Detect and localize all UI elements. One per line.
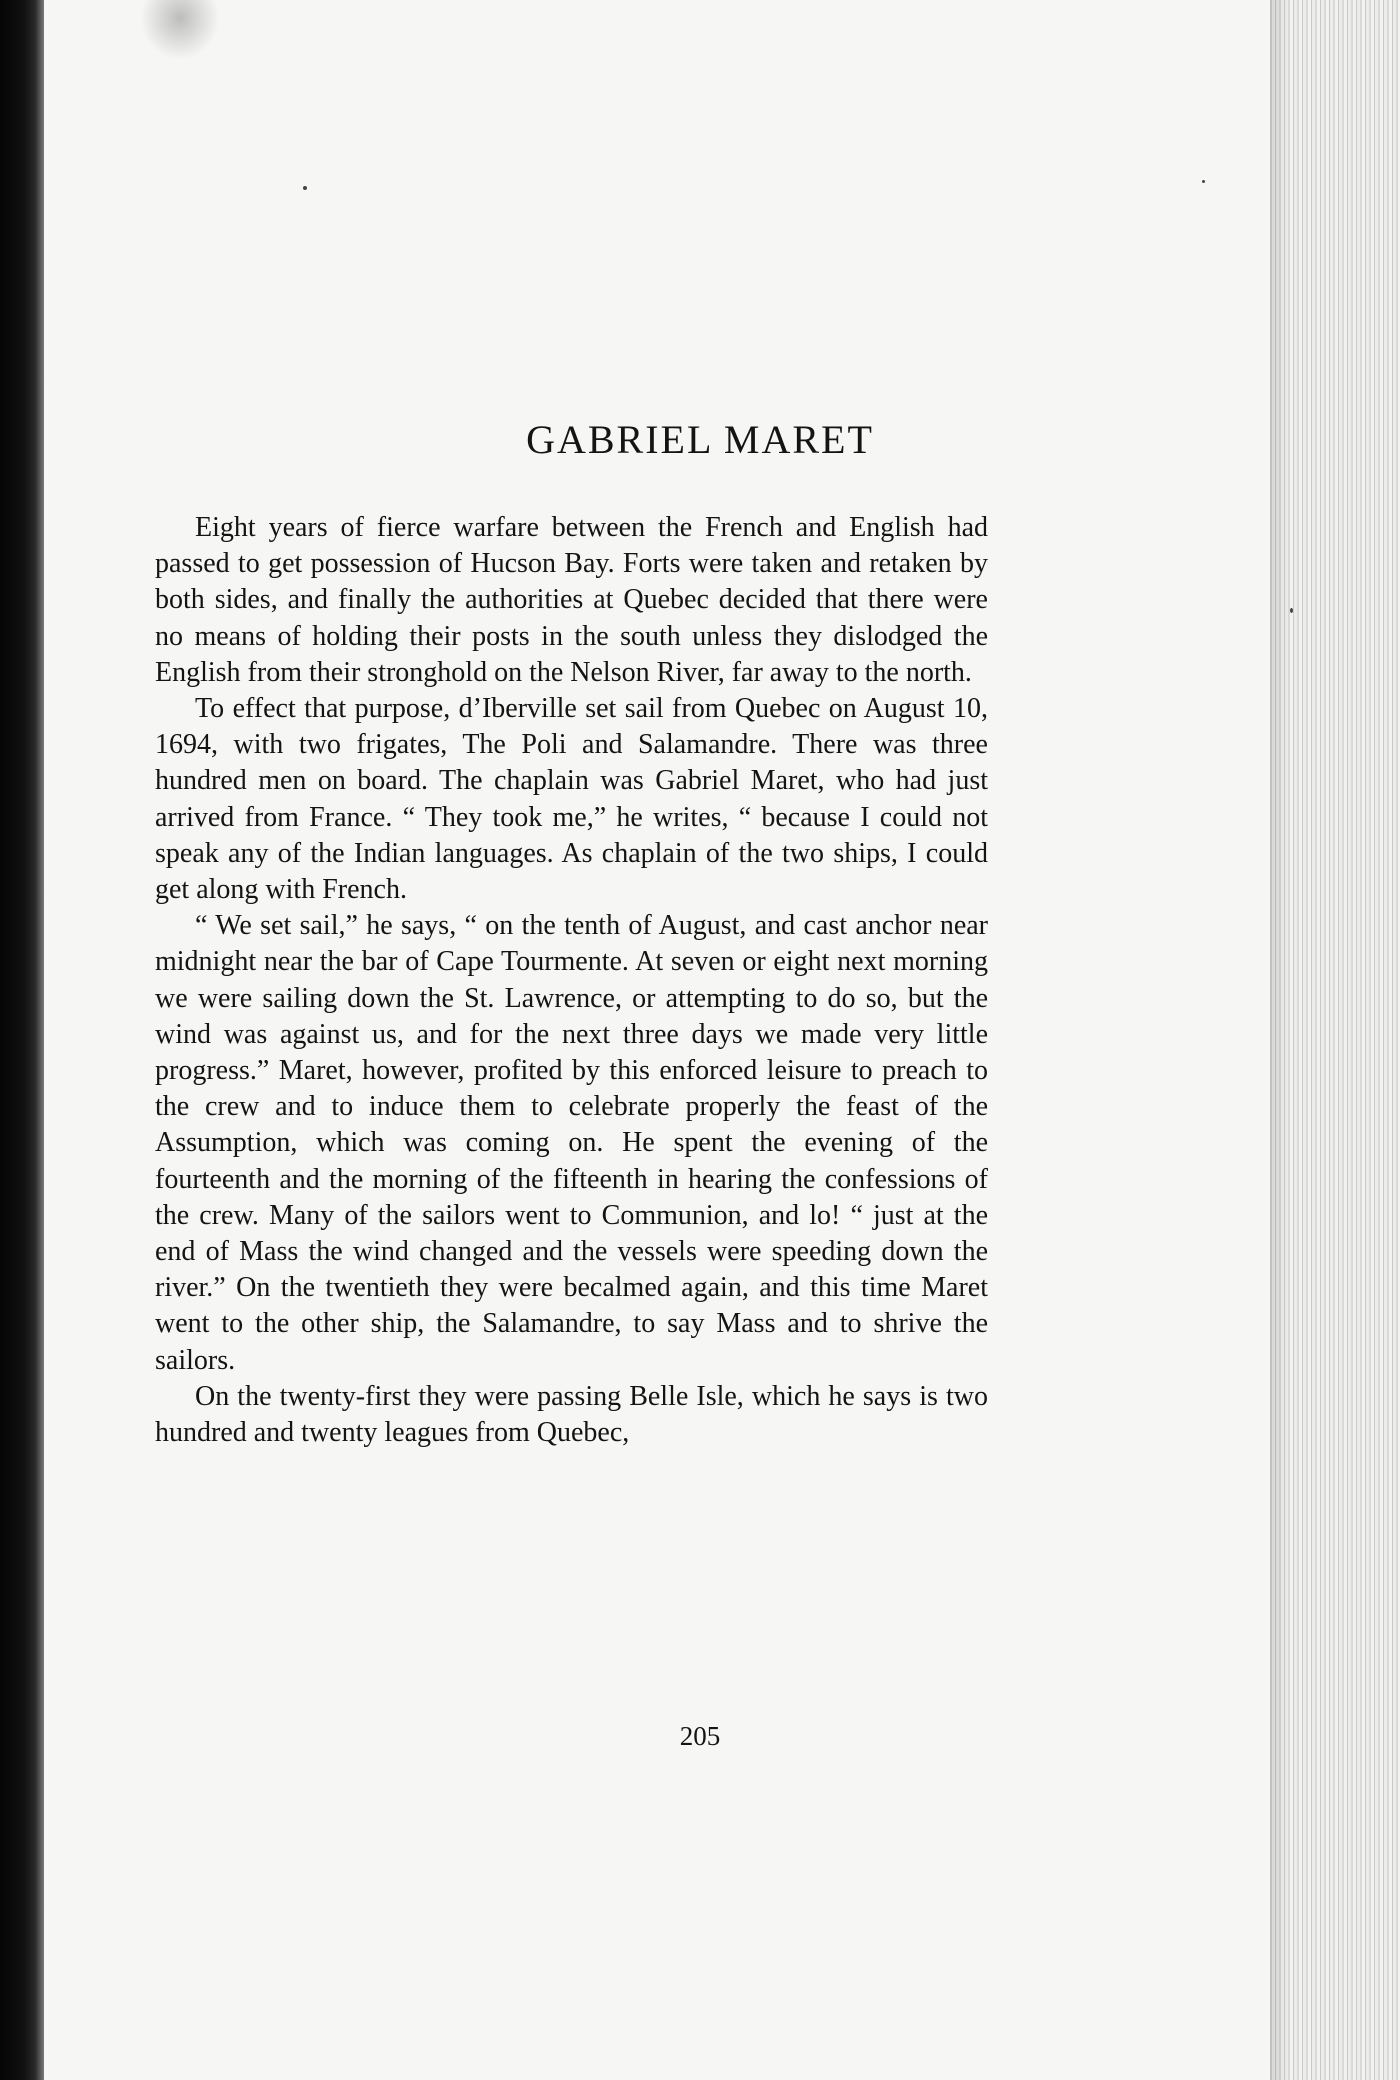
book-binding-edge	[0, 0, 44, 2080]
dust-speck	[303, 186, 307, 190]
stacked-page-edges	[1270, 0, 1400, 2080]
body-text	[155, 510, 988, 1451]
dust-speck	[1290, 608, 1293, 613]
page-edge-shadow	[1270, 0, 1288, 2080]
paragraph: “ We set sail,” he says, “ on the tenth of August, and cast anchor near midnight near the bar of Cape Tourmente. At seven or eight next morning we were sailing down the St. Lawrence, or attempting to do so, but the wind was against us, and for the next three days we made very little progress.” Maret, however, profited by this enforced leisure to preach to the crew and to induce them to celebrate properly the feast of the Assumption, which was coming on. He spent the evening of the fourteenth and the morning of the fifteenth in hearing the confessions of the crew. Many of the sailors went to Communion, and lo! “ just at the end of Mass the wind changed and the vessels were speeding down the river.” On the twentieth they were becalmed again, and this time Maret went to the other ship, the Salamandre, to say Mass and to shrive the sailors.	[155, 910, 988, 1376]
dust-speck	[1202, 180, 1205, 183]
paragraph: To effect that purpose, d’Iberville set sail from Quebec on August 10, 1694, with two frigates, The Poli and Salamandre. There was three hundred men on board. The chaplain was Gabriel Maret, who had just arrived from France. “ They took me,” he writes, “ because I could not speak any of the Indian languages. As chaplain of the two ships, I could get along with French.	[155, 693, 988, 906]
paragraph: Eight years of fierce warfare between the French and English had passed to get possession of Hucson Bay. Forts were taken and retaken by both sides, and finally the authorities at Quebec decided that there were no means of holding their posts in the south unless they dislodged the English from their stronghold on the Nelson River, far away to the north.	[155, 512, 988, 688]
page-number: 205	[679, 1721, 721, 1751]
chapter-title: GABRIEL MARET	[526, 417, 874, 462]
ink-smudge	[140, 0, 220, 60]
paragraph: On the twenty-first they were passing Belle Isle, which he says is two hundred and twenty leagues from Quebec,	[155, 1380, 988, 1449]
